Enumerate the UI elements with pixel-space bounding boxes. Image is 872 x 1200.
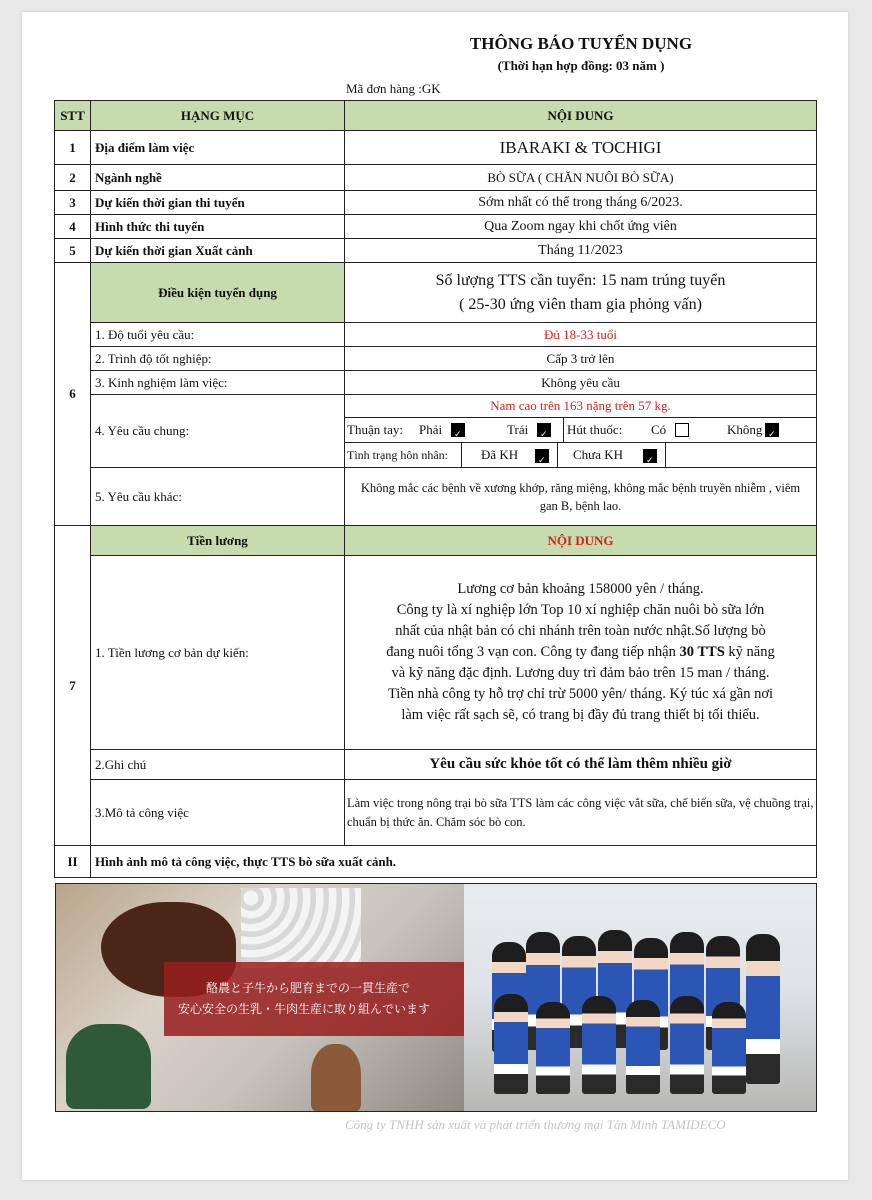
salary-line [349, 642, 812, 663]
row-number: 5 [55, 239, 91, 263]
trainee-figure [582, 996, 616, 1094]
hand-smoke-line [345, 418, 816, 443]
row-value: Tháng 11/2023 [345, 239, 817, 263]
banner-line-2: 安心安全の生乳・牛肉生産に取り組んでいます [178, 1002, 431, 1016]
company-watermark: Công ty TNHH sản xuất và phát triển thương mại Tân Minh TAMIDECO [345, 1117, 726, 1132]
row-number: 3 [55, 191, 91, 215]
row-label: Hình thức thi tuyển [91, 215, 345, 239]
interview-quantity: ( 25-30 ứng viên tham gia phỏng vấn) [459, 295, 702, 313]
base-salary-description [345, 556, 817, 750]
salary-line-part: đang nuôi tổng 3 vạn con. Công ty đang tiếp nhận [386, 644, 680, 660]
trainee-group-photo [464, 884, 816, 1111]
table-row [55, 165, 817, 191]
header-stt: STT [55, 101, 91, 131]
trainee-count: 30 TTS [679, 644, 725, 660]
banner-line-1: 酪農と子牛から肥育までの一貫生産で [206, 981, 411, 995]
table-row [55, 131, 817, 165]
salary-line: nhất của nhật bản có chi nhánh trên toàn nước nhật.Số lượng bò [395, 623, 766, 639]
trainee-figure [626, 1000, 660, 1094]
trainee-figure [536, 1002, 570, 1094]
education-label: 2. Trình độ tốt nghiệp: [91, 347, 345, 371]
job-photos [55, 883, 817, 1112]
age-value: Đủ 18-33 tuổi [345, 323, 817, 347]
conditions-header-row [55, 263, 817, 323]
document-title: THÔNG BÁO TUYỂN DỤNG [469, 34, 693, 53]
conditions-label: Điều kiện tuyển dụng [91, 263, 345, 323]
age-label: 1. Độ tuổi yêu cầu: [91, 323, 345, 347]
row-value: BÒ SỮA ( CHĂN NUÔI BÒ SỮA) [345, 165, 817, 191]
job-description-label: 3.Mô tả công việc [91, 780, 345, 846]
trainee-figure [746, 934, 780, 1084]
smoke-no-checkbox[interactable] [765, 423, 779, 437]
single-checkbox[interactable] [643, 449, 657, 463]
section-2-row [55, 846, 817, 878]
salary-header-row [55, 526, 817, 556]
farm-collage-image [56, 884, 464, 1111]
recruit-quantity: Số lượng TTS cần tuyển: 15 nam trúng tuyển [435, 271, 726, 289]
trainee-figure [494, 994, 528, 1094]
note-value: Yêu cầu sức khỏe tốt có thể làm thêm nhiều giờ [345, 750, 817, 780]
farmer-image [311, 1044, 361, 1111]
table-row [55, 468, 817, 526]
row-label: Dự kiến thời gian thi tuyển [91, 191, 345, 215]
marital-label: Tình trạng hôn nhân: [347, 448, 448, 462]
table-row [55, 323, 817, 347]
table-row [55, 347, 817, 371]
table-row [55, 395, 817, 468]
row-value: IBARAKI & TOCHIGI [345, 131, 817, 165]
salary-label: Tiền lương [91, 526, 345, 556]
hand-right-checkbox[interactable] [451, 423, 465, 437]
section-6-number: 6 [55, 263, 91, 526]
hand-left-checkbox[interactable] [537, 423, 551, 437]
table-row [55, 239, 817, 263]
married-checkbox[interactable] [535, 449, 549, 463]
salary-line: Tiền nhà công ty hỗ trợ chỉ trừ 5000 yên/ tháng. Ký túc xá gần nơi [387, 686, 774, 702]
table-row [55, 780, 817, 846]
smoke-label: Hút thuốc: [567, 422, 623, 437]
row-number: 4 [55, 215, 91, 239]
row-label: Địa điểm làm việc [91, 131, 345, 165]
table-row [55, 371, 817, 395]
table-row [55, 215, 817, 239]
note-label: 2.Ghi chú [91, 750, 345, 780]
recruitment-table [54, 100, 817, 878]
section-2-label: Hình ảnh mô tả công việc, thực TTS bò sữa xuất cảnh. [91, 846, 817, 878]
general-label: 4. Yêu cầu chung: [91, 395, 345, 468]
height-weight-value: Nam cao trên 163 nặng trên 57 kg. [345, 395, 816, 418]
salary-line: Công ty là xí nghiệp lớn Top 10 xí nghiệp chăn nuôi bò sữa lớn [396, 602, 765, 618]
row-label: Ngành nghề [91, 165, 345, 191]
table-header-row [55, 101, 817, 131]
header-item: HẠNG MỤC [91, 101, 345, 131]
single-label: Chưa KH [573, 447, 624, 462]
married-label: Đã KH [481, 447, 519, 462]
section-7-number: 7 [55, 526, 91, 846]
salary-line: và kỹ năng đặc định. Lương duy trì đảm bảo trên 15 man / tháng. [391, 665, 770, 681]
farm-worker-image [66, 1024, 151, 1109]
row-number: 2 [55, 165, 91, 191]
salary-line: làm việc rất sạch sẽ, có trang bị đầy đủ trang thiết bị tối thiểu. [401, 707, 760, 723]
milk-bottles-image [241, 888, 361, 968]
trainee-figure [670, 996, 704, 1094]
education-value: Cấp 3 trở lên [345, 347, 817, 371]
header-content: NỘI DUNG [345, 101, 817, 131]
smoke-yes-checkbox[interactable] [675, 423, 689, 437]
job-description-value: Làm việc trong nông trại bò sữa TTS làm các công việc vắt sữa, chế biến sữa, vệ chuồng trại, chuẩn bị thức ăn. Chăm sóc bò con. [345, 780, 817, 846]
section-2-number: II [55, 846, 91, 878]
hand-left-label: Trái [507, 422, 529, 437]
other-value: Không mắc các bệnh về xương khớp, răng miệng, không mắc bệnh truyền nhiễm , viêm gan B, bệnh lao. [345, 468, 817, 526]
hand-right-label: Phải [419, 422, 443, 437]
row-value: Sớm nhất có thể trong tháng 6/2023. [345, 191, 817, 215]
row-number: 1 [55, 131, 91, 165]
other-label: 5. Yêu cầu khác: [91, 468, 345, 526]
hand-label: Thuận tay: [347, 422, 403, 437]
smoke-yes-label: Có [651, 422, 667, 437]
trainee-figure [712, 1002, 746, 1094]
salary-line: Lương cơ bản khoảng 158000 yên / tháng. [457, 581, 704, 597]
smoke-no-label: Không [727, 422, 763, 437]
table-row [55, 556, 817, 750]
order-code: Mã đơn hàng :GK [346, 81, 441, 96]
marital-line [345, 443, 816, 467]
table-row [55, 191, 817, 215]
document-subtitle: (Thời hạn hợp đồng: 03 năm ) [497, 58, 665, 73]
base-salary-label: 1. Tiền lương cơ bản dự kiến: [91, 556, 345, 750]
experience-value: Không yêu cầu [345, 371, 817, 395]
table-row [55, 750, 817, 780]
salary-line-part: kỹ năng [724, 644, 775, 660]
experience-label: 3. Kinh nghiệm làm việc: [91, 371, 345, 395]
salary-content-header: NỘI DUNG [345, 526, 817, 556]
japanese-banner [164, 962, 464, 1036]
row-value: Qua Zoom ngay khi chốt ứng viên [345, 215, 817, 239]
row-label: Dự kiến thời gian Xuất cảnh [91, 239, 345, 263]
